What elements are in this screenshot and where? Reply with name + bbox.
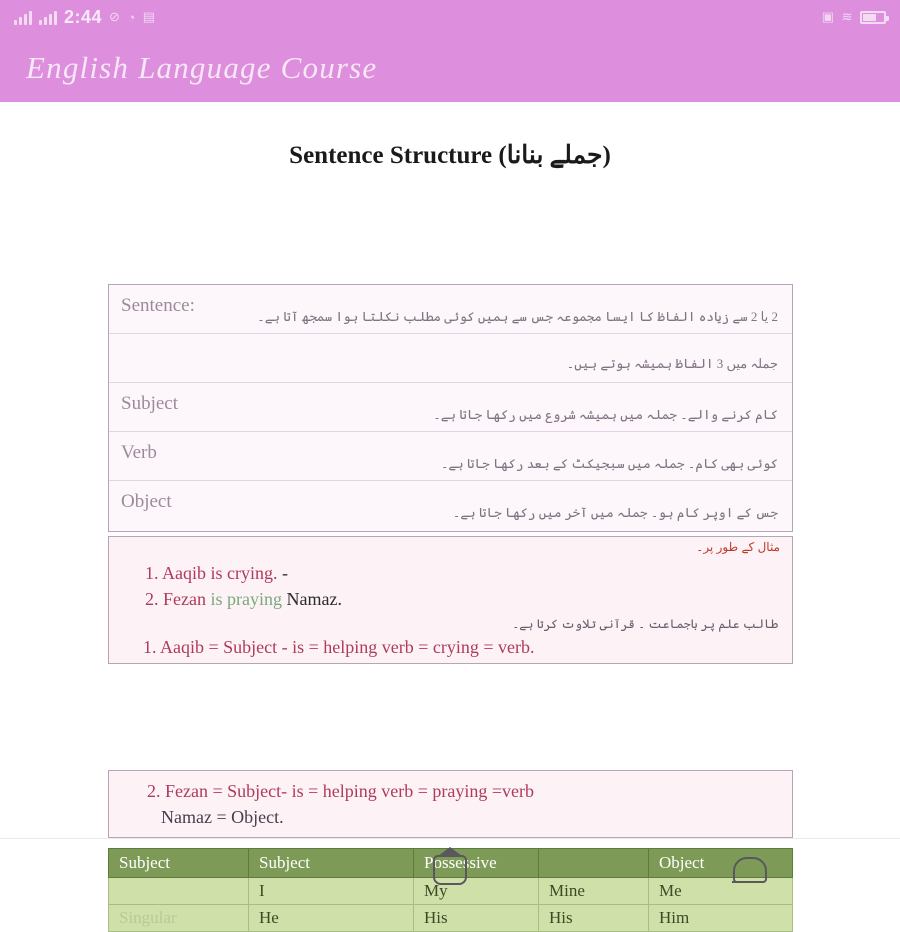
- example-2-verb: is praying: [210, 589, 282, 609]
- definition-row: [109, 383, 792, 432]
- signal-icon: [39, 10, 57, 25]
- table-header-cell: Possessive: [414, 849, 539, 878]
- subject-urdu-text: کام کرنے والے۔ جملہ میں ہمیشہ شروع میں رکھا جاتا ہے۔: [433, 407, 778, 422]
- back-icon: [733, 857, 767, 883]
- analysis-line-2: Namaz = Object.: [161, 807, 284, 827]
- analysis-line-1: 2. Fezan = Subject- is = helping verb = praying =verb: [147, 781, 535, 801]
- table-header-cell: Object: [649, 849, 793, 878]
- example-1-analysis: 1. Aaqib = Subject - is = helping verb = crying = verb.: [143, 637, 535, 657]
- page-title: Sentence Structure (جملے بنانا): [289, 142, 611, 169]
- table-cell: I: [249, 878, 414, 905]
- table-cell: Me: [649, 878, 793, 905]
- status-time: 2:44: [64, 6, 103, 27]
- status-bar: [0, 0, 900, 34]
- table-cell: Him: [649, 905, 793, 932]
- definition-row: [109, 334, 792, 383]
- example-1-text: Aaqib is crying.: [162, 563, 278, 583]
- table-cell: He: [249, 905, 414, 932]
- sentence-urdu-text: 2 یا 2 سے زیادہ الفاظ کا ایسا مجموعہ جس سے ہمیں کوئی مطلب نکلتا ہوا سمجھ آتا ہے۔: [257, 309, 778, 324]
- table-cell: His: [414, 905, 539, 932]
- examples-urdu-note: طالب علم پر باجماعت ۔ قرآنی تلاوت کرتا ہے۔: [512, 617, 778, 631]
- example-2-subject: Fezan: [163, 589, 206, 609]
- example-1-number: 1.: [145, 563, 159, 583]
- home-icon: [433, 855, 467, 885]
- example-2-number: 2.: [145, 589, 159, 609]
- example-item-2: [145, 589, 342, 610]
- object-label: Object: [121, 491, 172, 512]
- content-area[interactable]: [0, 102, 900, 927]
- status-right-group: [822, 9, 886, 25]
- sim-icon: ▤: [142, 9, 156, 24]
- table-row: [109, 905, 793, 932]
- example-2-object: Namaz.: [286, 589, 342, 609]
- app-bar: [0, 34, 900, 102]
- table-cell: His: [539, 905, 649, 932]
- table-header-cell: [539, 849, 649, 878]
- table-cell: My: [414, 878, 539, 905]
- verb-urdu-text: کوئی بھی کام۔ جملہ میں سبجیکٹ کے بعد رکھا جاتا ہے۔: [440, 456, 778, 471]
- table-header-cell: Subject: [249, 849, 414, 878]
- definition-row: [109, 285, 792, 334]
- table-cell: Mine: [539, 878, 649, 905]
- analysis-box: [108, 770, 793, 838]
- table-cell: [109, 878, 249, 905]
- definition-row: [109, 481, 792, 530]
- signal-icon: [14, 10, 32, 25]
- table-cell: Singular: [109, 905, 249, 932]
- sentence-label: Sentence:: [121, 295, 195, 316]
- verb-label: Verb: [121, 442, 157, 463]
- object-urdu-text: جس کے اوپر کام ہو۔ جملہ میں آخر میں رکھا جاتا ہے۔: [452, 505, 778, 520]
- app-title: English Language Course: [26, 50, 378, 85]
- definition-box: [108, 284, 793, 532]
- example-item-1: [145, 563, 288, 584]
- battery-icon: [860, 11, 886, 24]
- sentence-urdu-note: جملہ میں 3 الفاظ ہمیشہ ہوتے ہیں۔: [566, 356, 778, 371]
- sim-card-icon: ▣: [821, 9, 835, 24]
- table-header-cell: Subject: [109, 849, 249, 878]
- examples-urdu-heading: مثال کے طور پر۔: [696, 540, 780, 554]
- status-left-group: [14, 7, 156, 28]
- wifi-icon: ≋: [841, 9, 853, 24]
- example-1-tail: -: [282, 563, 288, 583]
- examples-box: [108, 536, 793, 664]
- alarm-icon: ◔: [127, 9, 136, 25]
- definition-row: [109, 432, 792, 481]
- subject-label: Subject: [121, 393, 178, 414]
- mute-icon: ⊘: [109, 9, 121, 24]
